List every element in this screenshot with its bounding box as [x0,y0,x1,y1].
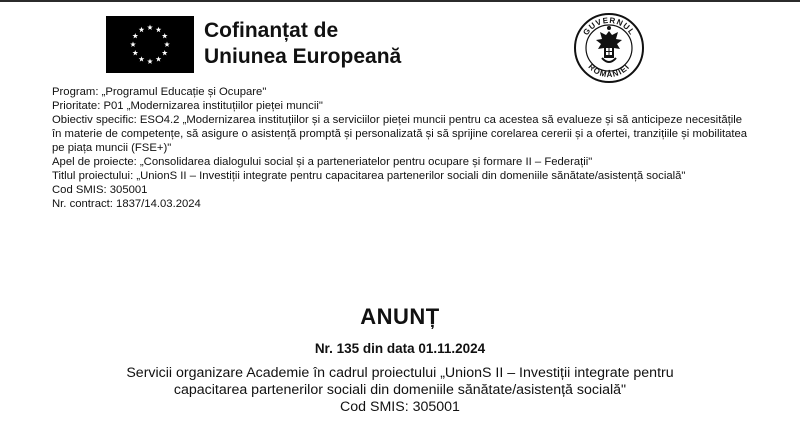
specific-objective-line: Obiectiv specific: ESO4.2 „Modernizarea instituțiilor și a serviciilor pieței muncii pentru ca acestea să evalueze și să anticipeze necesitățile în materie de competențe, să asigure o asistență promptă și personalizată și să sprijine corelarea cererii și a ofertei, tranzițiile și mobilitatea pe piața muncii (FSE+)" [52,114,748,154]
contract-number-line: Nr. contract: 1837/14.03.2024 [52,198,201,210]
announcement-smis-code: Cod SMIS: 305001 [340,399,460,415]
announcement-description: Servicii organizare Academie în cadrul proiectului „UnionS II – Investiții integrate pentru capacitarea partenerilor sociali din domeniile sănătate/asistență socială" [126,365,674,398]
priority-line: Prioritate: P01 „Modernizarea instituțiilor pieței muncii" [52,100,323,112]
announcement-title: ANUNȚ [360,304,440,329]
eu-text-line1: Cofinanțat de [204,19,339,42]
svg-text:ROMÂNIEI [586,62,631,79]
program-line: Program: „Programul Educație și Ocupare" [52,86,267,98]
eu-flag-logo [106,16,194,73]
project-title-line: Titlul proiectului: „UnionS II – Investiții integrate pentru capacitarea partenerilor sociali din domeniile sănătate/asistență socială" [52,170,686,182]
announcement-description-block [110,365,690,416]
smis-code-line: Cod SMIS: 305001 [52,184,148,196]
project-call-line: Apel de proiecte: „Consolidarea dialogului social și a parteneriatelor pentru ocupare și formare II – Federații" [52,156,593,168]
eu-text-line2: Uniunea Europeană [204,45,402,68]
seal-text-bottom: ROMÂNIEI [586,62,632,80]
romanian-government-seal [573,12,645,84]
seal-text-top: GUVERNUL [581,15,637,37]
project-info-block [52,85,752,211]
announcement-number: Nr. 135 din data 01.11.2024 [314,341,486,356]
top-border-line [0,0,800,2]
eu-cofinancing-label [204,18,401,70]
